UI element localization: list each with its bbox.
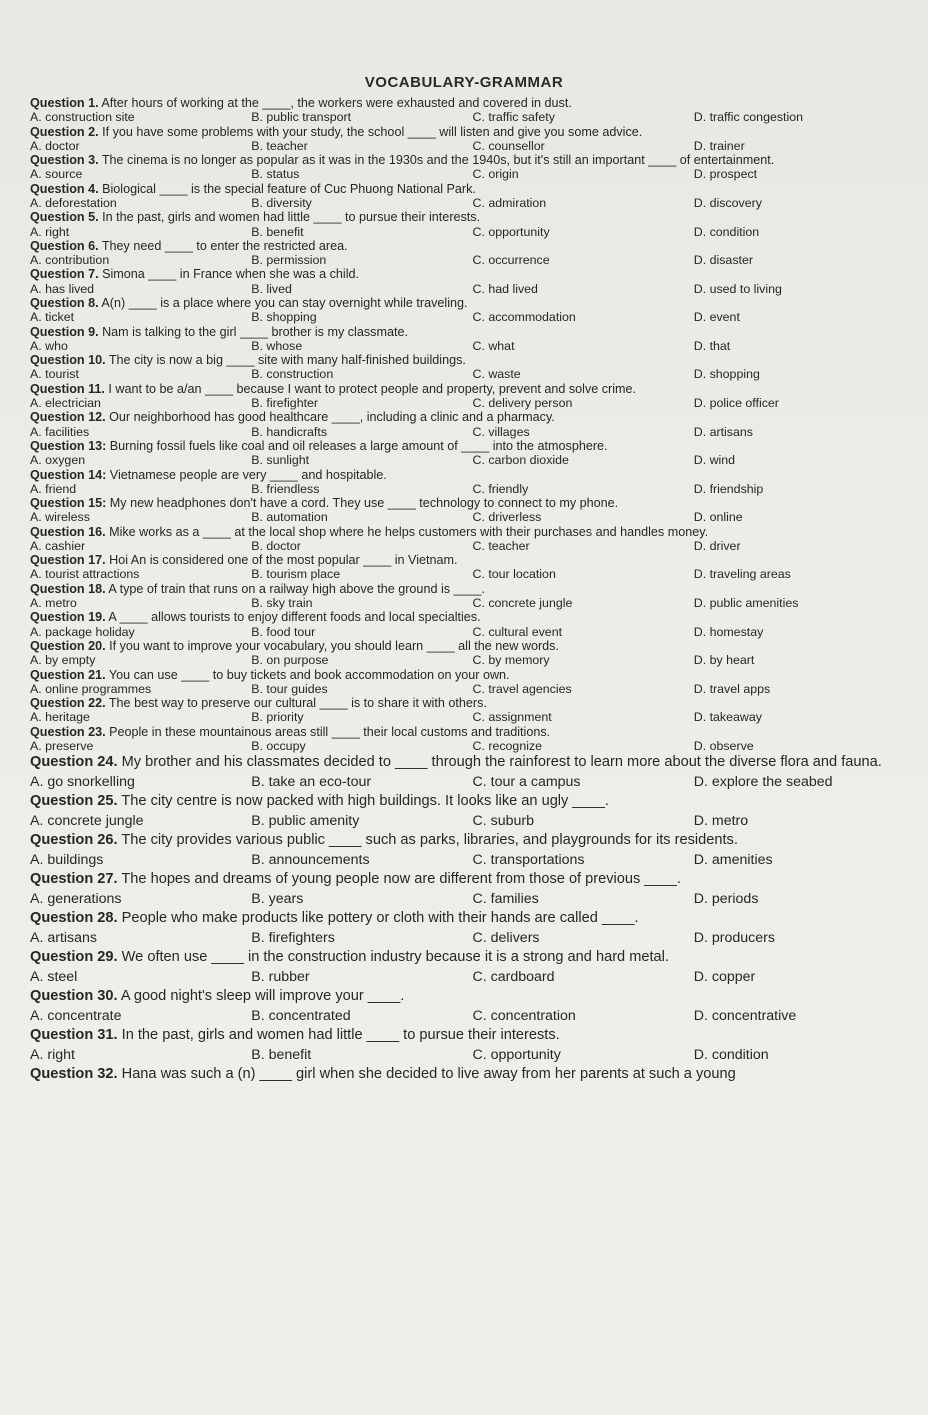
worksheet-title: VOCABULARY-GRAMMAR xyxy=(364,74,564,91)
question-text: Simona ____ in France when she was a child. xyxy=(98,267,359,282)
answer-option[interactable]: C. friendly xyxy=(472,481,529,496)
answer-option[interactable]: D. traveling areas xyxy=(693,567,791,582)
question-label: Question 4. xyxy=(30,181,99,196)
answer-option[interactable]: D. wind xyxy=(693,453,736,468)
answer-option[interactable]: C. what xyxy=(472,338,515,353)
question-stem xyxy=(30,153,915,167)
answer-option[interactable]: A. online programmes xyxy=(30,681,152,696)
question-stem xyxy=(30,753,915,773)
answer-option[interactable]: C. waste xyxy=(472,367,521,382)
question-stem xyxy=(30,296,915,310)
question-label: Question 20. xyxy=(30,638,106,653)
question-item xyxy=(30,610,915,639)
question-text: Mike works as a ____ at the local shop where he helps customers with their purchases and handles money. xyxy=(105,524,709,539)
answer-option[interactable]: C. concentration xyxy=(472,1007,576,1024)
answer-option[interactable]: A. steel xyxy=(30,968,78,985)
question-item xyxy=(30,792,915,831)
answer-option[interactable]: A. heritage xyxy=(30,710,90,725)
answer-option[interactable]: B. shopping xyxy=(251,310,317,325)
answer-options xyxy=(30,968,915,988)
answer-option[interactable]: B. doctor xyxy=(251,538,301,553)
answer-option[interactable]: C. tour a campus xyxy=(472,773,581,790)
question-stem xyxy=(30,525,915,539)
question-text: Burning fossil fuels like coal and oil releases a large amount of ____ into the atmosphere. xyxy=(106,438,608,453)
answer-options xyxy=(30,310,915,324)
question-item xyxy=(30,1026,915,1065)
question-item xyxy=(30,725,915,754)
answer-option[interactable]: C. by memory xyxy=(472,653,550,668)
question-stem xyxy=(30,210,915,224)
question-label: Question 5. xyxy=(30,210,99,225)
question-stem xyxy=(30,1026,915,1046)
question-item xyxy=(30,496,915,525)
answer-option[interactable]: C. suburb xyxy=(472,812,535,829)
answer-option[interactable]: A. wireless xyxy=(30,510,90,525)
question-item xyxy=(30,1065,915,1085)
question-label: Question 19. xyxy=(30,610,106,625)
answer-option[interactable]: B. years xyxy=(251,890,304,907)
answer-option[interactable]: D. trainer xyxy=(693,138,745,153)
answer-options xyxy=(30,682,915,696)
question-item xyxy=(30,870,915,909)
answer-option[interactable]: B. sky train xyxy=(251,596,313,611)
answer-options xyxy=(30,339,915,353)
answer-option[interactable]: C. concrete jungle xyxy=(472,596,573,611)
question-label: Question 21. xyxy=(30,667,106,682)
question-label: Question 2. xyxy=(30,124,99,139)
question-item xyxy=(30,182,915,211)
answer-option[interactable]: B. whose xyxy=(251,338,303,353)
question-item xyxy=(30,267,915,296)
answer-option[interactable]: D. concentrative xyxy=(693,1007,797,1024)
question-text: I want to be a/an ____ because I want to protect people and property, prevent and solve crime. xyxy=(104,381,637,396)
answer-option[interactable]: B. public transport xyxy=(251,110,352,125)
answer-option[interactable]: A. electrician xyxy=(30,395,101,410)
question-label: Question 17. xyxy=(30,553,106,568)
answer-option[interactable]: A. facilities xyxy=(30,424,90,439)
question-label: Question 11. xyxy=(30,381,105,396)
answer-option[interactable]: D. by heart xyxy=(693,653,755,668)
answer-options xyxy=(30,110,915,124)
answer-option[interactable]: C. traffic safety xyxy=(472,110,555,125)
answer-option[interactable]: A. artisans xyxy=(30,929,98,946)
answer-option[interactable]: C. cardboard xyxy=(472,968,555,985)
answer-option[interactable]: C. families xyxy=(472,890,539,907)
answer-option[interactable]: A. source xyxy=(30,167,83,182)
question-label: Question 7. xyxy=(30,267,99,282)
answer-option[interactable]: D. periods xyxy=(693,890,759,907)
question-label: Question 32. xyxy=(30,1066,118,1083)
answer-option[interactable]: B. handicrafts xyxy=(251,424,328,439)
answer-option[interactable]: D. travel apps xyxy=(693,681,771,696)
answer-option[interactable]: B. automation xyxy=(251,510,328,525)
answer-option[interactable]: D. friendship xyxy=(693,481,764,496)
question-stem xyxy=(30,468,915,482)
question-stem xyxy=(30,553,915,567)
question-label: Question 31. xyxy=(30,1027,118,1044)
question-text: The city is now a big ____ site with many half-finished buildings. xyxy=(105,353,466,368)
question-text: A(n) ____ is a place where you can stay overnight while traveling. xyxy=(98,296,468,311)
answer-option[interactable]: B. benefit xyxy=(251,1046,312,1063)
answer-option[interactable]: C. assignment xyxy=(472,710,552,725)
answer-option[interactable]: B. diversity xyxy=(251,195,312,210)
answer-option[interactable]: A. construction site xyxy=(30,110,135,125)
answer-option[interactable]: C. origin xyxy=(472,167,519,182)
question-label: Question 16. xyxy=(30,524,106,539)
question-item xyxy=(30,353,915,382)
answer-option[interactable]: B. announcements xyxy=(251,851,370,868)
question-stem xyxy=(30,125,915,139)
answer-options xyxy=(30,167,915,181)
answer-option[interactable]: C. opportunity xyxy=(472,1046,561,1063)
answer-options xyxy=(30,851,915,871)
question-stem xyxy=(30,410,915,424)
question-label: Question 15: xyxy=(30,496,107,511)
answer-option[interactable]: D. traffic congestion xyxy=(693,110,804,125)
answer-options xyxy=(30,225,915,239)
question-text: People who make products like pottery or cloth with their hands are called ____. xyxy=(117,910,639,927)
question-text: You can use ____ to buy tickets and book accommodation on your own. xyxy=(105,667,510,682)
answer-option[interactable]: C. accommodation xyxy=(472,310,576,325)
question-text: A good night's sleep will improve your ____. xyxy=(117,988,405,1005)
answer-options xyxy=(30,196,915,210)
answer-options xyxy=(30,396,915,410)
answer-option[interactable]: C. had lived xyxy=(472,281,538,296)
answer-option[interactable]: D. police officer xyxy=(693,395,779,410)
answer-option[interactable]: B. sunlight xyxy=(251,453,310,468)
question-item xyxy=(30,296,915,325)
question-item xyxy=(30,696,915,725)
answer-options xyxy=(30,710,915,724)
question-item xyxy=(30,525,915,554)
answer-option[interactable]: B. permission xyxy=(251,253,327,268)
question-text: Hana was such a (n) ____ girl when she decided to live away from her parents at such a young xyxy=(117,1066,736,1083)
question-text: Nam is talking to the girl ____ brother is my classmate. xyxy=(98,324,408,339)
answer-option[interactable]: C. counsellor xyxy=(472,138,545,153)
answer-options xyxy=(30,539,915,553)
answer-option[interactable]: A. right xyxy=(30,1046,75,1063)
question-stem xyxy=(30,325,915,339)
question-item xyxy=(30,153,915,182)
answer-option[interactable]: B. tour guides xyxy=(251,681,328,696)
question-text: My new headphones don't have a cord. They use ____ technology to connect to my phone. xyxy=(106,496,619,511)
answer-option[interactable]: D. discovery xyxy=(693,195,762,210)
question-label: Question 10. xyxy=(30,353,106,368)
answer-option[interactable]: B. concentrated xyxy=(251,1007,351,1024)
question-stem xyxy=(30,267,915,281)
answer-options xyxy=(30,510,915,524)
question-stem xyxy=(30,725,915,739)
question-label: Question 25. xyxy=(30,793,118,810)
answer-options xyxy=(30,596,915,610)
question-item xyxy=(30,210,915,239)
question-text: If you want to improve your vocabulary, you should learn ____ all the new words. xyxy=(105,638,559,653)
answer-option[interactable]: D. that xyxy=(693,338,731,353)
question-stem xyxy=(30,182,915,196)
question-label: Question 6. xyxy=(30,238,99,253)
answer-option[interactable]: B. firefighter xyxy=(251,395,319,410)
question-stem xyxy=(30,870,915,890)
answer-option[interactable]: B. firefighters xyxy=(251,929,335,946)
answer-option[interactable]: C. villages xyxy=(472,424,530,439)
question-item xyxy=(30,987,915,1026)
question-list xyxy=(30,96,915,1085)
answer-options xyxy=(30,482,915,496)
answer-option[interactable]: A. doctor xyxy=(30,138,80,153)
question-item xyxy=(30,125,915,154)
answer-options xyxy=(30,567,915,581)
question-item xyxy=(30,831,915,870)
question-text: People in these mountainous areas still ____ their local customs and traditions. xyxy=(105,724,551,739)
question-stem xyxy=(30,831,915,851)
question-label: Question 26. xyxy=(30,832,118,849)
answer-option[interactable]: A. friend xyxy=(30,481,77,496)
answer-option[interactable]: D. event xyxy=(693,310,740,325)
answer-option[interactable]: C. transportations xyxy=(472,851,585,868)
question-text: The city provides various public ____ such as parks, libraries, and playgrounds for its residents. xyxy=(117,832,738,849)
answer-options xyxy=(30,890,915,910)
answer-options xyxy=(30,282,915,296)
question-stem xyxy=(30,1065,915,1085)
question-text: Hoi An is considered one of the most popular ____ in Vietnam. xyxy=(105,553,458,568)
answer-option[interactable]: A. by empty xyxy=(30,653,96,668)
answer-option[interactable]: D. observe xyxy=(693,738,754,753)
answer-option[interactable]: A. generations xyxy=(30,890,122,907)
question-text: The city centre is now packed with high buildings. It looks like an ugly ____. xyxy=(117,793,609,810)
question-text: In the past, girls and women had little ____ to pursue their interests. xyxy=(117,1027,560,1044)
answer-option[interactable]: A. who xyxy=(30,338,68,353)
answer-option[interactable]: D. copper xyxy=(693,968,756,985)
answer-option[interactable]: A. preserve xyxy=(30,738,94,753)
question-stem xyxy=(30,439,915,453)
question-label: Question 14: xyxy=(30,467,107,482)
answer-options xyxy=(30,812,915,832)
answer-option[interactable]: B. status xyxy=(251,167,300,182)
answer-option[interactable]: D. homestay xyxy=(693,624,764,639)
question-label: Question 3. xyxy=(30,153,99,168)
question-stem xyxy=(30,239,915,253)
answer-option[interactable]: D. disaster xyxy=(693,253,753,268)
answer-options xyxy=(30,453,915,467)
question-item xyxy=(30,553,915,582)
answer-options xyxy=(30,139,915,153)
answer-option[interactable]: C. occurrence xyxy=(472,253,550,268)
question-stem xyxy=(30,382,915,396)
answer-option[interactable]: A. deforestation xyxy=(30,195,117,210)
question-item xyxy=(30,382,915,411)
question-text: Vietnamese people are very ____ and hospitable. xyxy=(106,467,387,482)
answer-option[interactable]: A. contribution xyxy=(30,253,110,268)
answer-option[interactable]: D. takeaway xyxy=(693,710,762,725)
question-text: In the past, girls and women had little ____ to pursue their interests. xyxy=(98,210,481,225)
answer-option[interactable]: D. amenities xyxy=(693,851,773,868)
answer-options xyxy=(30,367,915,381)
answer-option[interactable]: A. buildings xyxy=(30,851,104,868)
question-stem xyxy=(30,353,915,367)
question-text: My brother and his classmates decided to ____ through the rainforest to learn more about the diverse flora and fauna. xyxy=(117,754,882,771)
answer-option[interactable]: D. artisans xyxy=(693,424,753,439)
question-item xyxy=(30,239,915,268)
question-text: The hopes and dreams of young people now are different from those of previous ____. xyxy=(117,871,681,888)
question-stem xyxy=(30,96,915,110)
question-item xyxy=(30,325,915,354)
question-label: Question 9. xyxy=(30,324,99,339)
answer-options xyxy=(30,653,915,667)
answer-option[interactable]: A. go snorkelling xyxy=(30,773,135,790)
answer-option[interactable]: A. concentrate xyxy=(30,1007,122,1024)
answer-option[interactable]: C. recognize xyxy=(472,738,543,753)
question-text: They need ____ to enter the restricted area. xyxy=(98,238,348,253)
answer-option[interactable]: A. cashier xyxy=(30,538,86,553)
question-text: We often use ____ in the construction industry because it is a strong and hard metal. xyxy=(117,949,669,966)
answer-option[interactable]: B. construction xyxy=(251,367,334,382)
answer-option[interactable]: C. tour location xyxy=(472,567,556,582)
answer-option[interactable]: D. used to living xyxy=(693,281,782,296)
answer-option[interactable]: B. public amenity xyxy=(251,812,360,829)
answer-option[interactable]: B. food tour xyxy=(251,624,316,639)
answer-option[interactable]: A. right xyxy=(30,224,70,239)
answer-options xyxy=(30,773,915,793)
answer-options xyxy=(30,425,915,439)
answer-option[interactable]: B. friendless xyxy=(251,481,320,496)
answer-option[interactable]: B. on purpose xyxy=(251,653,329,668)
answer-options xyxy=(30,253,915,267)
question-text: After hours of working at the ____, the workers were exhausted and covered in dust. xyxy=(98,96,572,110)
question-label: Question 22. xyxy=(30,696,106,711)
question-item xyxy=(30,668,915,697)
answer-options xyxy=(30,1046,915,1066)
question-text: The cinema is no longer as popular as it was in the 1930s and the 1940s, but it's still an important ____ of entertainment. xyxy=(98,153,775,168)
answer-option[interactable]: D. explore the seabed xyxy=(693,773,833,790)
answer-option[interactable]: B. lived xyxy=(251,281,292,296)
question-item xyxy=(30,582,915,611)
question-label: Question 13: xyxy=(30,438,107,453)
question-item xyxy=(30,468,915,497)
question-label: Question 18. xyxy=(30,581,106,596)
question-stem xyxy=(30,696,915,710)
question-label: Question 8. xyxy=(30,296,99,311)
answer-option[interactable]: A. metro xyxy=(30,596,77,611)
question-label: Question 29. xyxy=(30,949,118,966)
question-text: If you have some problems with your study, the school ____ will listen and give you some advice. xyxy=(98,124,643,139)
answer-option[interactable]: D. condition xyxy=(693,1046,769,1063)
answer-option[interactable]: B. take an eco-tour xyxy=(251,773,372,790)
answer-option[interactable]: B. teacher xyxy=(251,138,308,153)
question-item xyxy=(30,639,915,668)
question-stem xyxy=(30,909,915,929)
answer-option[interactable]: C. travel agencies xyxy=(472,681,572,696)
answer-option[interactable]: B. benefit xyxy=(251,224,304,239)
answer-option[interactable]: D. driver xyxy=(693,538,741,553)
answer-option[interactable]: C. delivery person xyxy=(472,395,573,410)
question-stem xyxy=(30,668,915,682)
answer-option[interactable]: D. condition xyxy=(693,224,760,239)
question-stem xyxy=(30,582,915,596)
question-item xyxy=(30,410,915,439)
question-item xyxy=(30,96,915,125)
answer-option[interactable]: B. rubber xyxy=(251,968,310,985)
answer-option[interactable]: D. prospect xyxy=(693,167,758,182)
answer-option[interactable]: C. delivers xyxy=(472,929,540,946)
answer-options xyxy=(30,929,915,949)
question-item xyxy=(30,439,915,468)
question-text: A type of train that runs on a railway high above the ground is ____. xyxy=(105,581,486,596)
answer-options xyxy=(30,1007,915,1027)
question-text: Our neighborhood has good healthcare ____, including a clinic and a pharmacy. xyxy=(105,410,555,425)
answer-option[interactable]: A. ticket xyxy=(30,310,75,325)
question-stem xyxy=(30,948,915,968)
question-label: Question 24. xyxy=(30,754,118,771)
question-item xyxy=(30,909,915,948)
question-label: Question 28. xyxy=(30,910,118,927)
answer-option[interactable]: C. teacher xyxy=(472,538,530,553)
answer-option[interactable]: A. tourist attractions xyxy=(30,567,140,582)
answer-option[interactable]: C. driverless xyxy=(472,510,542,525)
answer-options xyxy=(30,625,915,639)
question-label: Question 27. xyxy=(30,871,118,888)
question-label: Question 1. xyxy=(30,96,99,110)
answer-option[interactable]: D. metro xyxy=(693,812,749,829)
question-stem xyxy=(30,639,915,653)
answer-option[interactable]: C. carbon dioxide xyxy=(472,453,569,468)
answer-option[interactable]: D. shopping xyxy=(693,367,760,382)
question-item xyxy=(30,753,915,792)
question-text: The best way to preserve our cultural ____ is to share it with others. xyxy=(105,696,487,711)
answer-option[interactable]: C. cultural event xyxy=(472,624,563,639)
answer-option[interactable]: B. priority xyxy=(251,710,304,725)
answer-option[interactable]: B. occupy xyxy=(251,738,306,753)
answer-option[interactable]: C. admiration xyxy=(472,195,547,210)
answer-option[interactable]: A. has lived xyxy=(30,281,95,296)
answer-option[interactable]: A. oxygen xyxy=(30,453,86,468)
answer-options xyxy=(30,739,915,753)
question-text: A ____ allows tourists to enjoy different foods and local specialties. xyxy=(105,610,481,625)
answer-option[interactable]: A. package holiday xyxy=(30,624,135,639)
answer-option[interactable]: B. tourism place xyxy=(251,567,341,582)
question-item xyxy=(30,948,915,987)
question-stem xyxy=(30,792,915,812)
answer-option[interactable]: A. concrete jungle xyxy=(30,812,144,829)
answer-option[interactable]: D. online xyxy=(693,510,743,525)
question-stem xyxy=(30,496,915,510)
question-stem xyxy=(30,987,915,1007)
question-stem xyxy=(30,610,915,624)
answer-option[interactable]: D. public amenities xyxy=(693,596,799,611)
answer-option[interactable]: C. opportunity xyxy=(472,224,550,239)
question-text: Biological ____ is the special feature of Cuc Phuong National Park. xyxy=(98,181,476,196)
question-label: Question 12. xyxy=(30,410,106,425)
answer-option[interactable]: A. tourist xyxy=(30,367,79,382)
answer-option[interactable]: D. producers xyxy=(693,929,775,946)
question-label: Question 23. xyxy=(30,724,106,739)
question-label: Question 30. xyxy=(30,988,118,1005)
